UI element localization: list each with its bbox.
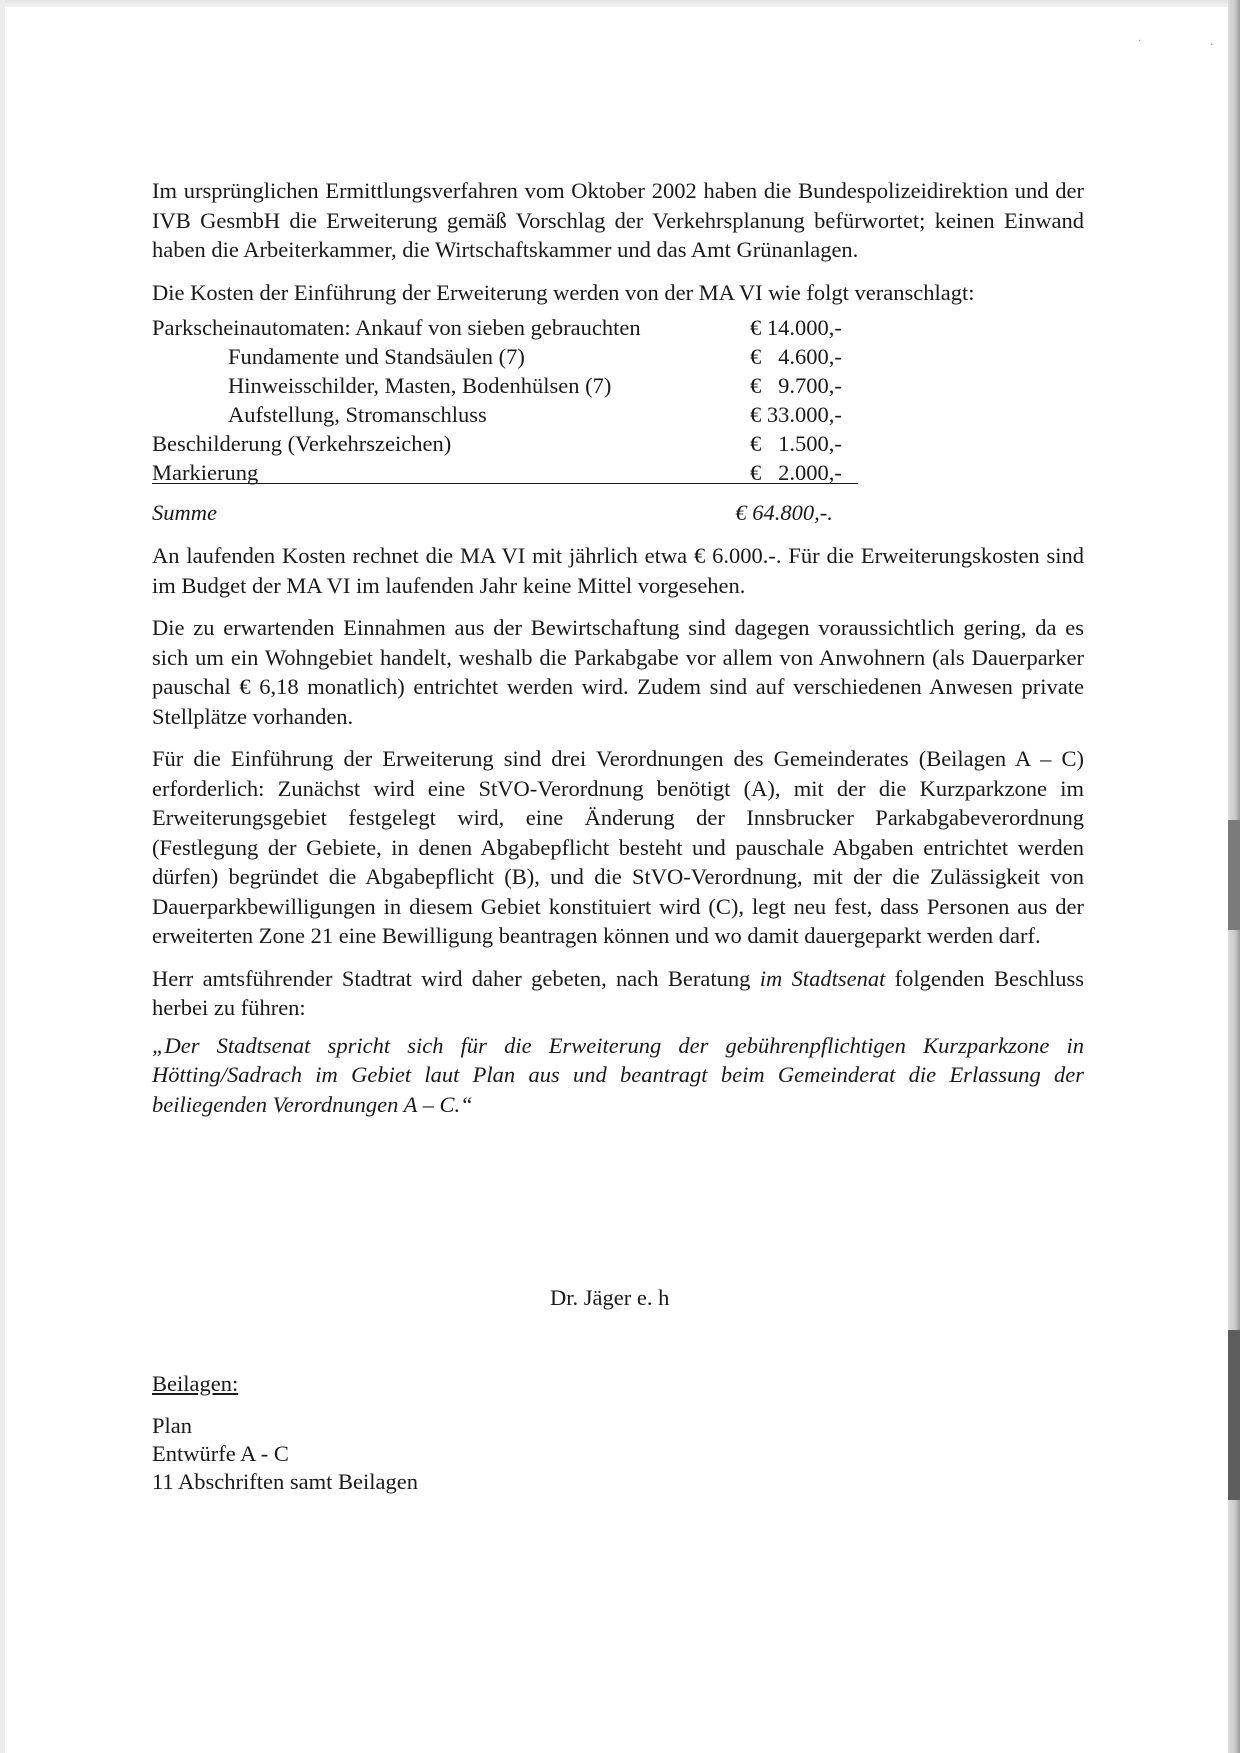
scan-mark bbox=[1228, 820, 1240, 930]
cost-total-rule bbox=[152, 483, 858, 484]
cost-row bbox=[152, 400, 872, 429]
cost-row bbox=[152, 429, 872, 458]
request-text: Herr amtsführender Stadtrat wird daher gebeten, nach Beratung bbox=[152, 965, 760, 991]
cost-label: Fundamente und Standsäulen (7) bbox=[228, 344, 525, 369]
cost-amount: € 2.000,- bbox=[750, 460, 842, 485]
request-text-end: folgenden Beschluss herbei zu führen: bbox=[152, 965, 1084, 1020]
cost-amount: € 9.700,- bbox=[750, 373, 842, 398]
resolution-quote: „Der Stadtsenat spricht sich für die Erweiterung der gebührenpflichtigen Kurzparkzone in Hötting/Sadrach im Gebiet laut Plan aus und beantragt beim Gemeinderat die Erlassung der beiliegenden Verordnungen A – C.“ bbox=[152, 1032, 1084, 1117]
scan-mark bbox=[1228, 1330, 1240, 1500]
paragraph-request bbox=[152, 964, 1084, 1023]
cost-table bbox=[152, 313, 872, 531]
sum-amount: € 64.800,-. bbox=[735, 500, 833, 525]
cost-amount: € 33.000,- bbox=[750, 402, 842, 427]
paragraph-revenue: Die zu erwartenden Einnahmen aus der Bewirtschaftung sind dagegen voraussichtlich gering, da es sich um ein Wohngebiet handelt, weshalb die Parkabgabe vor allem von Anwohnern (als Dauerparker pauschal € 6,18 monatlich) entrichtet werden wird. Zudem sind auf verschiedenen Anwesen private Stellplätze vorhanden. bbox=[152, 615, 1084, 729]
cost-amount: € 4.600,- bbox=[750, 344, 842, 369]
attachments-title: Beilagen: bbox=[152, 1371, 239, 1396]
scan-speck: · bbox=[1138, 36, 1142, 47]
cost-label: Aufstellung, Stromanschluss bbox=[228, 402, 487, 427]
attachment-item: Plan bbox=[152, 1413, 193, 1438]
sum-label: Summe bbox=[152, 500, 217, 525]
attachment-item: 11 Abschriften samt Beilagen bbox=[152, 1469, 418, 1494]
signature: Dr. Jäger e. h bbox=[550, 1285, 670, 1310]
cost-label: Beschilderung (Verkehrszeichen) bbox=[152, 431, 452, 456]
cost-sum-row bbox=[152, 495, 872, 531]
cost-label: Parkscheinautomaten: Ankauf von sieben gebrauchten bbox=[152, 315, 641, 340]
attachment-item: Entwürfe A - C bbox=[152, 1441, 289, 1466]
attachments-list bbox=[152, 1412, 418, 1496]
cost-row bbox=[152, 342, 872, 371]
paragraph-cost-intro: Die Kosten der Einführung der Erweiterung werden von der MA VI wie folgt veranschlagt: bbox=[152, 279, 975, 305]
scan-edge-left bbox=[0, 0, 5, 1753]
paragraph-ordinances: Für die Einführung der Erweiterung sind drei Verordnungen des Gemeinderates (Beilagen A – C) erforderlich: Zunächst wird eine StVO-Verordnung benötigt (A), mit der die Kurzparkzone im Erweiterungsgebiet festgelegt wird, eine Änderung der Innsbrucker Parkabgabeverordnung (Festlegung der Gebiete, in denen Abgabepflicht besteht und pauschale Abgaben entrichtet werden dürfen) begründet die Abgabepflicht (B), und die StVO-Verordnung, mit der die Zulässigkeit von Dauerparkbewilligungen in diesem Gebiet konstituiert wird (C), legt neu fest, dass Personen aus der erweiterten Zone 21 eine Bewilligung beantragen können und wo damit dauergeparkt werden darf. bbox=[152, 746, 1084, 948]
cost-amount: € 14.000,- bbox=[750, 315, 842, 340]
cost-amount: € 1.500,- bbox=[750, 431, 842, 456]
paragraph-investigation: Im ursprünglichen Ermittlungsverfahren vom Oktober 2002 haben die Bundespolizeidirektion und der IVB GesmbH die Erweiterung gemäß Vorschlag der Verkehrsplanung befürwortet; keinen Einwand haben die Arbeiterkammer, die Wirtschaftskammer und das Amt Grünanlagen. bbox=[152, 178, 1084, 262]
cost-row bbox=[152, 313, 872, 342]
scan-speck: · bbox=[1210, 40, 1214, 51]
attachments bbox=[152, 1370, 418, 1496]
scan-edge-top bbox=[0, 0, 1240, 7]
cost-label: Hinweisschilder, Masten, Bodenhülsen (7) bbox=[228, 373, 612, 398]
request-emphasis: im Stadtsenat bbox=[759, 965, 886, 991]
paragraph-running-costs: An laufenden Kosten rechnet die MA VI mit jährlich etwa € 6.000.-. Für die Erweiterungskosten sind im Budget der MA VI im laufenden Jahr keine Mittel vorgesehen. bbox=[152, 543, 1084, 598]
cost-row bbox=[152, 371, 872, 400]
cost-label: Markierung bbox=[152, 460, 259, 485]
letter-body bbox=[152, 176, 1084, 1119]
